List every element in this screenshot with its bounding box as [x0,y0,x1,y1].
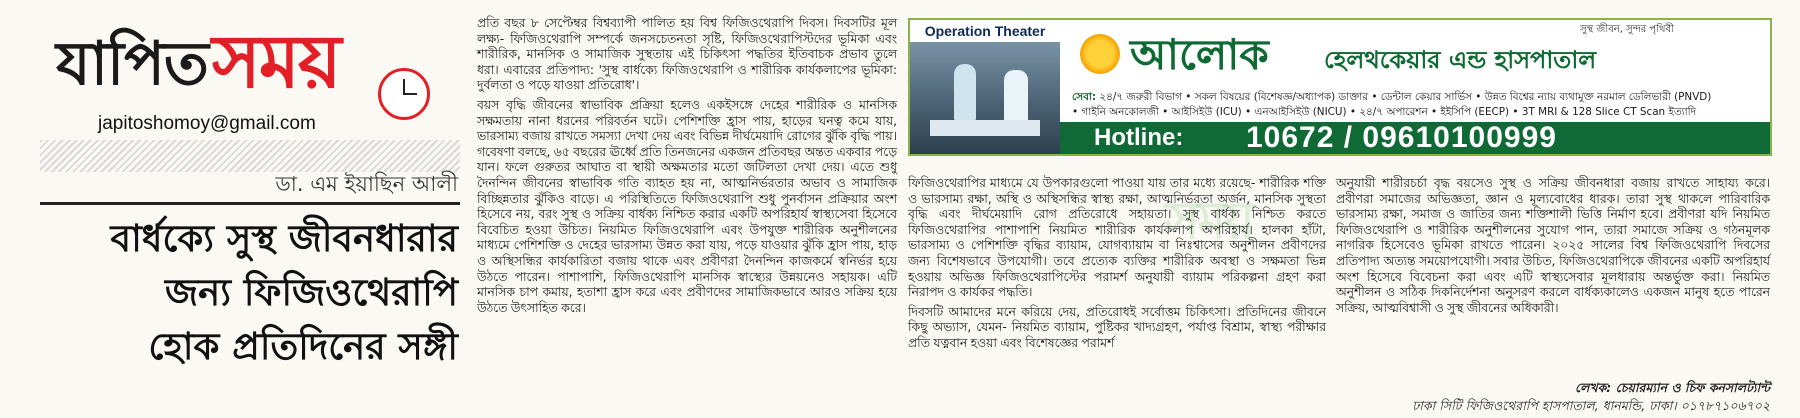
author-name: ডা. এম ইয়াছিন আলী [275,172,458,196]
ad-header [1060,20,1770,88]
hotline-label: Hotline: [1094,124,1184,151]
author-signature-title: লেখক: চেয়ারম্যান ও চিফ কনসালট্যান্ট [1574,380,1770,395]
headline-line: বার্ধক্যে সুস্থ জীবনধারার [110,217,458,260]
services-line: ২৪/৭ জরুরী বিভাগ • সকল বিষয়ের (বিশেষজ্ঞ/অধ্যাপক) ডাক্তার • ডেন্টাল কেয়ার সার্ভিস • উন্নত বিশ্বের ন্যায় ব্যথামুক্ত নরমাল ডেলিভারী (PNVD) [1099,91,1712,103]
photo-label: Operation Theater [910,20,1060,42]
article-paragraph: অনুযায়ী শারীরচর্চা বৃদ্ধ বয়সেও সুস্থ ও সক্রিয় জীবনধারা বজায় রাখতে সাহায্য করে। প্রবীণরা সমাজের অভিজ্ঞতা, জ্ঞান ও মূল্যবোধের ধারক। তারা সুস্থ থাকলে পারিবারিক ভারসাম্য রক্ষা, সমাজ ও জাতির জন্য শক্তিশালী ভিত্তি নির্মাণ হবে। প্রবীণরা যদি নিয়মিত ফিজিওথেরাপি ও শারীরিক অনুশীলনের সুযোগ পান, তারা সমাজে সক্রিয় ও গঠনমূলক নাগরিক হিসেবেও ভূমিকা রাখতে পারেন। ২০২৫ সালের বিশ্ব ফিজিওথেরাপি দিবসের প্রতিপাদ্য অত্যন্ত সময়োপযোগী। সবার উচিত, ফিজিওথেরাপিকে জীবনের একটি অপরিহার্য অংশ হিসেবে বিবেচনা করা এবং এটি স্বাস্থ্যসেবার মূলধারায় অন্তর্ভুক্ত করা। নিয়মিত অনুশীলন ও সঠিক দিকনির্দেশনা অনুসরণ করলে বার্ধক্যকালেও একজন মানুষ হতে পারেন সক্রিয়, আত্মবিশ্বাসী ও সুস্থ জীবনের অধিকারী। [1336,176,1770,315]
hotline-number: 10672 / 09610100999 [1246,121,1557,154]
masthead-email: japitoshomoy@gmail.com [98,113,316,134]
ad-hotline-bar [1060,122,1770,154]
article-column-3 [1336,176,1770,320]
operation-theater-photo [910,20,1060,154]
services-lead: সেবা: [1072,91,1097,103]
ad-tagline: সুস্থ জীবন, সুন্দর পৃথিবী [1580,24,1674,35]
headline-line: জন্য ফিজিওথেরাপি [165,271,458,314]
author-signature-place: ঢাকা সিটি ফিজিওথেরাপি হাসপাতাল, ধানমন্ডি, ঢাকা। ০১৭৮৭১০৬৭০২ [1412,398,1770,413]
article-column-1 [477,16,897,320]
ad-services [1060,88,1770,122]
headline [40,212,458,374]
headline-rule [40,202,460,205]
watermark: সময় [1165,191,1253,251]
article-paragraph: বয়স বৃদ্ধি জীবনের স্বাভাবিক প্রক্রিয়া হলেও একইসঙ্গে দেহের শারীরিক ও মানসিক সক্ষমতায় নানা ধরনের পরিবর্তন ঘটে। পেশিশক্তি হ্রাস পায়, হাড়ের ঘনত্ব কমে যায়, ভারসাম্য বজায় রাখতে সমস্যা দেখা দেয় এবং বিভিন্ন দীর্ঘমেয়াদি রোগের ঝুঁকি বৃদ্ধি পায়। গবেষণা বলছে, ৬৫ বছরের ঊর্ধ্বে প্রতি তিনজনের একজন প্রতিবছর অন্তত একবার পড়ে যান। ফলে গুরুতর আঘাত বা স্থায়ী অক্ষমতার মতো জটিলতা দেখা দেয়। এতে শুধু দৈনন্দিন জীবনের স্বাভাবিক গতি ব্যাহত হয় না, আত্মনির্ভরতার অভাব ও সামাজিক বিচ্ছিন্নতার ঝুঁকিও বাড়ে। এ পরিস্থিতিতে ফিজিওথেরাপি শুধু পুনর্বাসন প্রক্রিয়ার অংশ হিসেবে নয়, বরং সুস্থ ও সক্রিয় বার্ধক্য নিশ্চিত করার একটি অপরিহার্য স্বাস্থ্যসেবা হিসেবে বিবেচিত হওয়া উচিত। নিয়মিত ফিজিওথেরাপি এবং উপযুক্ত শারীরিক অনুশীলনের মাধ্যমে পেশিশক্তি ও দেহের ভারসাম্য উন্নত করা যায়, পড়ে যাওয়ার ঝুঁকি হ্রাস পায়, হাড় ও অস্থিসন্ধির কার্যকারিতা বজায় থাকে এবং প্রবীণরা দৈনন্দিন কাজকর্মে স্বনির্ভর হয়ে উঠতে পারেন। পাশাপাশি, ফিজিওথেরাপি মানসিক স্বাস্থ্যের উন্নয়নেও সহায়ক। এটি মানসিক চাপ কমায়, হতাশা হ্রাস করে এবং প্রবীণদের সামাজিকভাবে আরও সক্রিয় হয়ে উঠতে উৎসাহিত করে। [477,97,897,315]
sun-logo-icon [1080,34,1120,74]
left-column [0,0,465,418]
article-column-2 [908,176,1326,356]
hospital-advertisement [908,18,1772,156]
clock-icon [378,68,430,120]
headline-line: হোক প্রতিদিনের সঙ্গী [148,325,458,368]
article-paragraph: প্রতি বছর ৮ সেপ্টেম্বর বিশ্বব্যাপী পালিত হয় বিশ্ব ফিজিওথেরাপি দিবস। দিবসটির মূল লক্ষ্য- ফিজিওথেরাপি সম্পর্কে জনসচেতনতা সৃষ্টি, ফিজিওথেরাপিস্টদের ভূমিকা এবং শারীরিক, মানসিক ও সামাজিক সুস্থতায় এই চিকিৎসা পদ্ধতির ইতিবাচক প্রভাব তুলে ধরা। এবারের প্রতিপাদ্য: 'সুস্থ বার্ধক্যে ফিজিওথেরাপি ও শারীরিক কার্যকলাপের ভূমিকা: দুর্বলতা ও পড়ে যাওয়া প্রতিরোধ'। [477,16,897,93]
services-line: • গাইনি অনকোলজী • আইসিইউ (ICU) • এনআইসিইউ (NICU) • ২৪/৭ অপারেশন • ইইসিপি (EECP) • 3T MRI & 128 Slice CT Scan ইত্যাদি [1072,106,1697,118]
masthead [40,12,460,132]
ad-brand: আলোক [1130,30,1269,79]
masthead-title-part2: সময় [212,19,340,105]
masthead-title-part1: যাপিত [56,29,208,99]
article-paragraph: ফিজিওথেরাপির মাধ্যমে যে উপকারগুলো পাওয়া যায় তার মধ্যে রয়েছে- শারীরিক শক্তি ও ভারসাম্য রক্ষা, অস্থি ও অস্থিসন্ধির স্বাস্থ্য রক্ষা, আত্মনির্ভরতা অর্জন, মানসিক সুস্থতা বৃদ্ধি এবং দীর্ঘমেয়াদি রোগ প্রতিরোধে সহায়তা। সুস্থ বার্ধক্য নিশ্চিত করতে ফিজিওথেরাপির পাশাপাশি নিয়মিত শারীরিক কার্যকলাপ অপরিহার্য। হালকা হাঁটা, ভারসাম্য ও পেশিশক্তি বৃদ্ধির ব্যায়াম, যোগব্যায়াম বা নিঃশ্বাসের অনুশীলন প্রবীণদের জন্য বিশেষভাবে উপযোগী। তবে প্রত্যেক ব্যক্তির শারীরিক অবস্থা ও সক্ষমতা ভিন্ন হওয়ায় অভিজ্ঞ ফিজিওথেরাপিস্টের পরামর্শ অনুযায়ী ব্যায়াম পরিকল্পনা গ্রহণ করা নিরাপদ ও কার্যকর পদ্ধতি। [908,176,1326,300]
article-paragraph: দিবসটি আমাদের মনে করিয়ে দেয়, প্রতিরোধই সর্বোত্তম চিকিৎসা। প্রতিদিনের জীবনে কিছু অভ্যাস, যেমন- নিয়মিত ব্যায়াম, পুষ্টিকর খাদ্যগ্রহণ, পর্যাপ্ত বিশ্রাম, স্বাস্থ্য পরীক্ষার প্রতি যত্নবান হওয়া এবং বিশেষজ্ঞের পরামর্শ [908,304,1326,350]
ad-brand-sub: হেলথকেয়ার এন্ড হাসপাতাল [1324,46,1597,74]
